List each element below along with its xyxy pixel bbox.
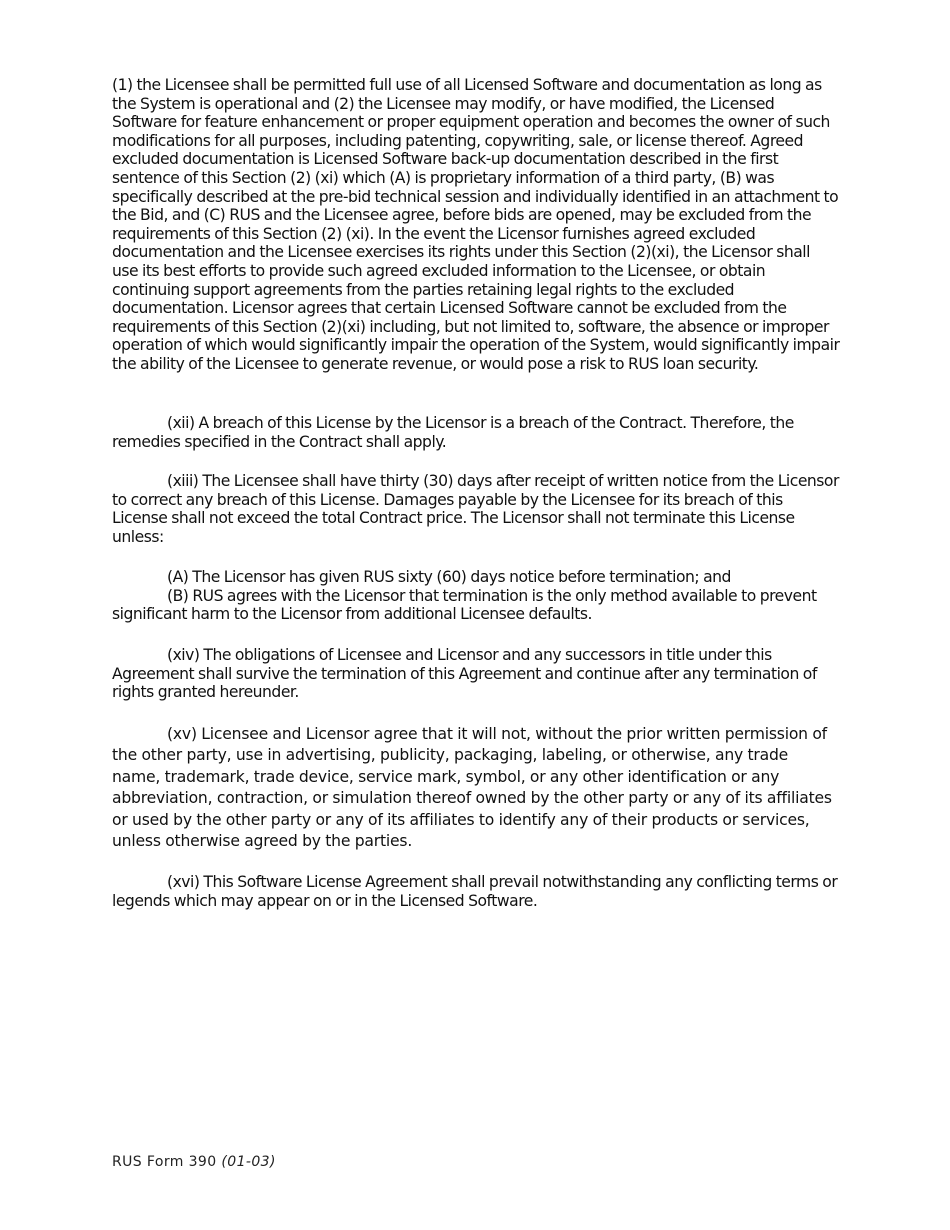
paragraph-text: (1) the Licensee shall be permitted full use of all Licensed Software and documentation as long as the System is operational and (2) the Licensee may modify, or have modified, the Licensed Software for feature enhancement or proper equipment operation and becomes the owner of such modifications for all purposes, including patenting, copywriting, sale, or license thereof. Agreed excluded documentation is Licensed Software back-up documentation described in the first sentence of this Section (2) (xi) which (A) is proprietary information of a third party, (B) was specifically described at the pre-bid technical session and individually identified in an attachment to the Bid, and (C) RUS and the Licensee agree, before bids are opened, may be excluded from the requirements of this Section (2) (xi). In the event the Licensor furnishes agreed excluded documentation and the Licensee exercises its rights under this Section (2)(xi), the Licensor shall use its best efforts to provide such agreed excluded information to the Licensee, or obtain continuing support agreements from the parties retaining legal rights to the excluded documentation. Licensor agrees that certain Licensed Software cannot be excluded from the requirements of this Section (2)(xi) including, but not limited to, software, the absence or improper operation of which would significantly impair the operation of the System, would significantly impair the ability of the Licensee to generate revenue, or would pose a risk to RUS loan security.: [112, 76, 840, 373]
paragraph-section-xiii: [112, 472, 840, 546]
condition-a-text: (A) The Licensor has given RUS sixty (60) days notice before termination; and: [167, 568, 731, 586]
paragraph-section-xiv: [112, 646, 840, 702]
paragraph-section-xi-continued: [112, 76, 840, 374]
paragraph-conditions-a-b: [112, 568, 840, 624]
page-footer: [112, 1153, 276, 1171]
paragraph-section-xv: [112, 724, 840, 852]
paragraph-text: (xv) Licensee and Licensor agree that it will not, without the prior written permission of the other party, use in advertising, publicity, packaging, labeling, or otherwise, any trade name, trademark, trade device, service mark, symbol, or any other identification or any abbreviation, contraction, or simulation thereof owned by the other party or any of its affiliates or used by the other party or any of its affiliates to identify any of their products or services, unless otherwise agreed by the parties.: [112, 725, 832, 851]
form-revision: (01-03): [221, 1154, 276, 1170]
paragraph-section-xii: [112, 414, 840, 451]
paragraph-text: (xiv) The obligations of Licensee and Licensor and any successors in title under this Agreement shall survive the termination of this Agreement and continue after any termination of rights granted hereunder.: [112, 646, 817, 702]
paragraph-text: (xii) A breach of this License by the Licensor is a breach of the Contract. Therefore, the remedies specified in the Contract shall apply.: [112, 414, 794, 451]
form-name: RUS Form 390: [112, 1154, 217, 1170]
paragraph-text: (xiii) The Licensee shall have thirty (30) days after receipt of written notice from the Licensor to correct any breach of this License. Damages payable by the Licensee for its breach of this License shall not exceed the total Contract price. The Licensor shall not terminate this License unless:: [112, 472, 839, 546]
paragraph-text: (xvi) This Software License Agreement shall prevail notwithstanding any conflicting terms or legends which may appear on or in the Licensed Software.: [112, 873, 838, 910]
paragraph-section-xvi: [112, 873, 840, 910]
condition-b-text: (B) RUS agrees with the Licensor that termination is the only method available to prevent significant harm to the Licensor from additional Licensee defaults.: [112, 586, 817, 624]
